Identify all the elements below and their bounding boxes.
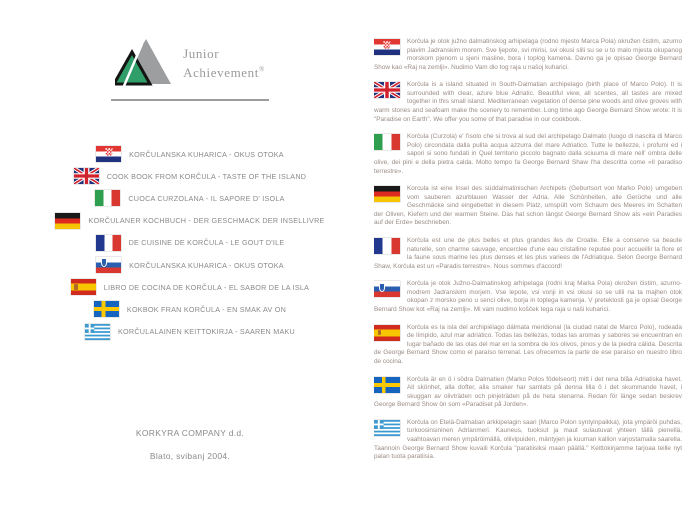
description-slovenian (374, 280, 682, 314)
title-label: CUOCA CURZOLANA - IL SAPORE D' ISOLA (128, 193, 285, 203)
france-flag-icon (96, 235, 121, 251)
title-label: LIBRO DE COCINA DE KORČULA - EL SABOR DE LA ISLA (103, 282, 310, 292)
italy-flag-icon (95, 190, 120, 206)
ja-triangles-icon (115, 36, 173, 88)
title-label: DE CUISINE DE KORČULA - LE GOUT D'ILE (128, 238, 285, 248)
slovenia-flag-icon (374, 281, 400, 297)
junior-achievement-logo (40, 36, 340, 88)
description-text: Korčula on Etelä-Dalmatian arkkipelagin saari (Marco Polon syntyinpaikka), jota ympäröi puhdas, turkoosinsininen Adrianmeri. Kauneus, tuoksut ja maut sulautuvat yhteen tällä pienellä, vaahtoavan meren ympäröimällä, oliivipuiden, mäntyjen ja kuuman kallion varjostamalla saarella. Taannoin George Bernard Show kuvaili Korčula "paratiisiksi maan päällä." Keittokirjamme tarjoaa teille nyt palan tuota paratiisia. (374, 418, 682, 461)
multilingual-title-list (18, 143, 362, 343)
description-spanish (374, 324, 682, 367)
description-italian (374, 133, 682, 176)
france-flag-icon (374, 238, 400, 254)
germany-flag-icon (55, 213, 80, 229)
description-text: Korčula je otok Južno-Dalmatinskog arhipelaga (rodni kraj Marka Pola) okrožen čistim, azurno-modrem Jadranskim morjem. Vse lepote, vsi vonji in vsi okusi so se ulili na ta majhen otok okopan z morsko peno u senci olive, borja in toplega kamenja. V preteklosti ga je opisal George Bernard Show kot «Raj na zemlji». Mi vam nudimo košček tega raja u naši kuharici. (374, 280, 682, 314)
description-text: Korčula es la isla del archipiélago dálmata meridional (la ciudad natal de Marco Polo), rodeada de límpido, azul mar adriático. Todas las bellezas, todas las aromas y sabores se encuentran en lugar bañado de las olas del mar en la sombra de los olivos, pinos y de la piedra cálida. Descrita de George Bernard Show como el paraíso terrenal. Les ofrecemos la parte de ese paraíso en nuestro libro de cocina. (374, 323, 682, 365)
registered-mark: ® (258, 65, 265, 74)
description-finnish (374, 419, 682, 462)
croatia-flag-icon (374, 39, 400, 55)
slovenia-flag-icon (96, 257, 121, 273)
title-row-greece (18, 321, 362, 343)
title-row-uk (18, 165, 362, 187)
croatia-flag-icon (96, 146, 121, 162)
description-text: Korčula je otok južno dalmatinskog arhipelaga (rodno mjesto Marca Pola) okružen čistim, azurno plavim Jadranskim morem. Sve ljepote, svi mirisi, svi okusi slili su se u to malo mjesta okupanog morskom pjenom u sjeni masline, bora i toplog kamena. Davno ga je opisao George Bernard Show kao «Raj na zemlji». Nudimo Vam dio tog raja u našoj kuharici. (374, 38, 682, 71)
imprint (40, 428, 340, 461)
sweden-flag-icon (94, 301, 119, 317)
description-text: Korcula ist eine Insel des süddalmatinischen Archipels (Geburtsort von Marko Polo) umgeben vom sauberen azurblauen Wasser der Adria. Alle Schönheiten, alle Gerüche und alle Geschmäcke sind eingebettet in diesem Platz, umspült vom Schaum des Meeres im Schatten der Oliven, Kiefern und der warmen Steine. Das hat schon längst George Bernard Show als «ein Paradies auf der Erde» beschrieben. (374, 185, 682, 227)
title-label: KORČULANER KOCHBUCH - DER GESCHMACK DER INSELLIVRE (88, 216, 325, 226)
descriptions-column (374, 38, 682, 471)
description-croatian (374, 38, 682, 72)
title-row-italy (18, 187, 362, 209)
place-date: Blato, svibanj 2004. (149, 451, 231, 461)
description-swedish (374, 376, 682, 410)
description-english (374, 81, 682, 124)
logo-underline (40, 99, 340, 101)
logo-line2: Achievement® (183, 64, 265, 80)
description-text: Korčula är en ö i södra Dalmatien (Marko Polos födelseort) mitt i det rena blåa Adriatiska havet. All skönhet, alla dofter, alla smaker har samlats på denna lilla ö i det skummande havet, i skuggan av olivträden och pinjeträden på de heta stenarna. Redan för länge sedan beskrev George Bernard Show ön som «Paradiset på Jorden». (374, 375, 682, 409)
logo-wordmark (183, 36, 265, 83)
spain-flag-icon (374, 325, 400, 341)
title-row-slovenia (18, 254, 362, 276)
greece-flag-icon (374, 420, 400, 436)
title-row-sweden (18, 298, 362, 320)
spain-flag-icon (71, 279, 96, 295)
title-label: KOKBOK FRAN KORČULA - EN SMAK AV ON (126, 304, 287, 314)
title-label: KORČULANSKA KUHARICA - OKUS OTOKA (129, 149, 284, 159)
italy-flag-icon (374, 134, 400, 150)
title-label: KORČULALAINEN KEITTOKIRJA - SAAREN MAKU (118, 327, 295, 337)
description-text: Korčula est une de plus belles et plus grandes iles de Croatie. Elle a conserve sa beaute naturelle, son charme sauvage, encerclee d'une eau cristalline reputee pour accueillir la flore et la faune sous marine les plus denses et les plus variees de l'Adriatique. Selon George Bernard Shaw, Korčula est un «Paradis terrestre». Nous sommes d'accord! (374, 236, 682, 270)
uk-flag-icon (74, 168, 99, 184)
description-german (374, 185, 682, 228)
greece-flag-icon (85, 324, 110, 340)
sweden-flag-icon (374, 377, 400, 393)
title-row-croatia (18, 143, 362, 165)
company-name: KORKYRA COMPANY d.d. (135, 428, 245, 438)
description-text: Korčula (Curzola) e' l'isolo che si trova al sud del archipelago Dalmato (luogo di nascita di Marco Polo) circondata dalla pulita acqua azzurra del mare Adriatico. Tutte le bellezze, i profumi ed i sapori si sono fundati in Quel territorio piccolo bagnato dalla sciuuma di mare nell' ombra delle olive, dei pini e della pietra calda. Molto tempo fa George Bernard Shaw l'ha descritta come «Il paradiso terrestre». (374, 133, 682, 175)
title-row-france (18, 232, 362, 254)
description-french (374, 237, 682, 271)
description-text: Korčula is a island situated in South-Dalmatian archipelago (birth place of Marco Polo). It is surrounded with clear, azure blue Adriatic. Beautiful view, all scentes, all tastes are mixed together in this small island. Mediterranean vegetation of dense pine woods and olive groves with warm stones and seafoam make the scenery to remember. Long time ago George Bernard Show wrote: It is "Paradise on Earth". We offer you some of that paradise in our cookbook. (374, 81, 682, 123)
title-row-spain (18, 276, 362, 298)
title-row-germany (18, 210, 362, 232)
logo-line1: Junior (183, 46, 220, 61)
title-label: COOK BOOK FROM KORČULA - TASTE OF THE ISLAND (106, 171, 307, 181)
title-label: KORČULANSKA KUHARICA - OKUS OTOKA (129, 260, 284, 270)
germany-flag-icon (374, 186, 400, 202)
uk-flag-icon (374, 82, 400, 98)
